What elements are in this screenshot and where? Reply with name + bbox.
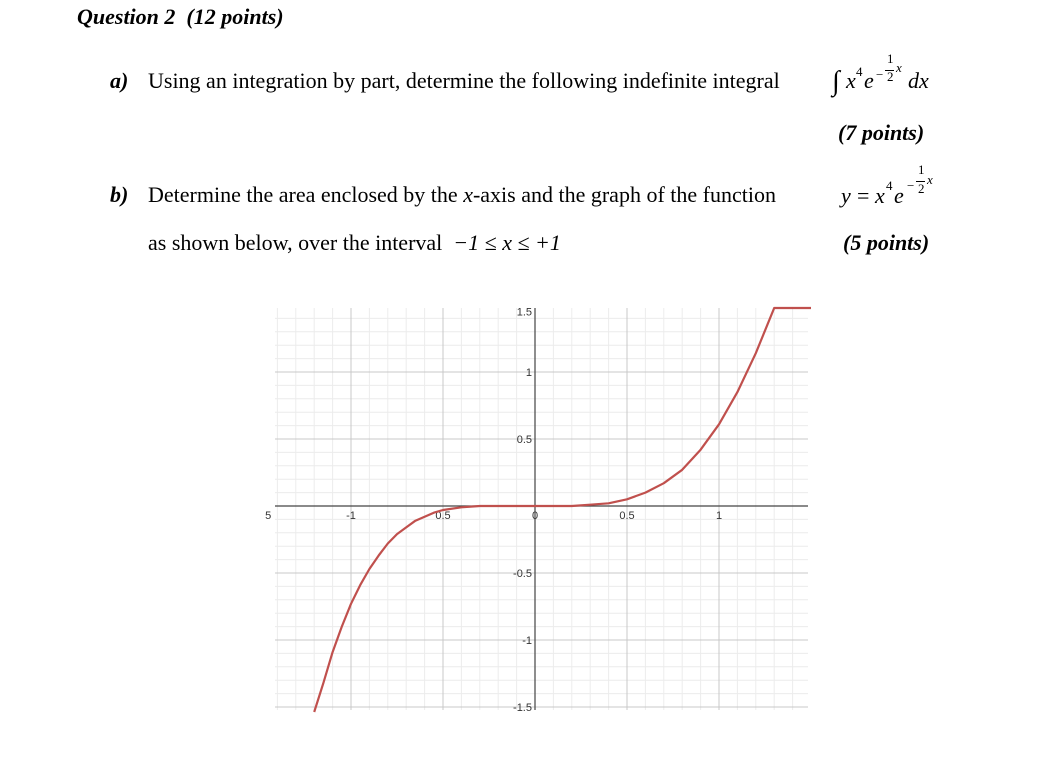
- integral-differential: dx: [908, 68, 929, 93]
- part-b-line1: [148, 182, 776, 208]
- y-tick-label: -1: [522, 635, 532, 647]
- part-b-function: [841, 162, 961, 215]
- part-a-points: (7 points): [838, 120, 925, 145]
- integral-exp-den: 2: [887, 69, 894, 84]
- part-b-line2-text: as shown below, over the interval: [148, 230, 443, 255]
- part-b-text-after: -axis and the graph of the function: [472, 182, 776, 207]
- y-tick-label: -1.5: [513, 702, 532, 714]
- y-tick-label: 1: [525, 367, 532, 379]
- question-title: Question 2: [77, 4, 176, 29]
- function-graph: [265, 300, 810, 715]
- x-tick-label: 1: [715, 510, 723, 522]
- grid-minor: [275, 308, 808, 710]
- integral-sign: ∫: [832, 66, 840, 97]
- grid-major: [275, 308, 808, 710]
- part-b-line2: [148, 230, 561, 256]
- axes: [275, 308, 808, 710]
- integral-base: x: [846, 68, 856, 93]
- function-exp-den: 2: [918, 181, 925, 196]
- function-power: 4: [886, 178, 893, 193]
- function-curve: [314, 308, 811, 712]
- x-tick-label: 0.5: [619, 510, 635, 522]
- x-tick-labels: [265, 510, 722, 522]
- x-tick-label: 0.5: [435, 510, 451, 522]
- integral-exp-base: e: [864, 68, 874, 93]
- part-b-label: b): [110, 182, 129, 207]
- part-b-interval: −1 ≤ x ≤ +1: [453, 230, 561, 255]
- part-a-text: Using an integration by part, determine the following indefinite integral: [148, 68, 780, 93]
- y-tick-label: -0.5: [513, 568, 532, 580]
- integral-exp-var: x: [896, 60, 902, 75]
- x-tick-label: 5: [265, 510, 272, 522]
- function-exp-var: x: [927, 172, 933, 187]
- function-base: x: [875, 183, 885, 208]
- question-heading: [77, 4, 284, 30]
- part-b-text-before: Determine the area enclosed by the: [148, 182, 458, 207]
- part-b-axis-name: x: [463, 182, 473, 207]
- question-points: (12 points): [186, 4, 284, 29]
- y-tick-label: 1.5: [516, 306, 532, 319]
- integral-power: 4: [856, 64, 863, 79]
- function-eq: =: [857, 183, 870, 208]
- curve-layer: [314, 308, 811, 712]
- function-exp-sign: −: [907, 178, 915, 193]
- function-exp-num: 1: [918, 162, 925, 177]
- x-tick-label: -1: [346, 510, 356, 522]
- integral-exp-sign: −: [876, 67, 884, 82]
- function-lhs: y: [841, 183, 851, 208]
- part-b-points: (5 points): [843, 230, 930, 255]
- function-exp-base: e: [894, 183, 904, 208]
- x-tick-label: 0: [531, 510, 539, 522]
- integral-exp-num: 1: [887, 51, 894, 66]
- y-tick-label: 0.5: [516, 434, 532, 446]
- part-a-label: a): [110, 68, 129, 93]
